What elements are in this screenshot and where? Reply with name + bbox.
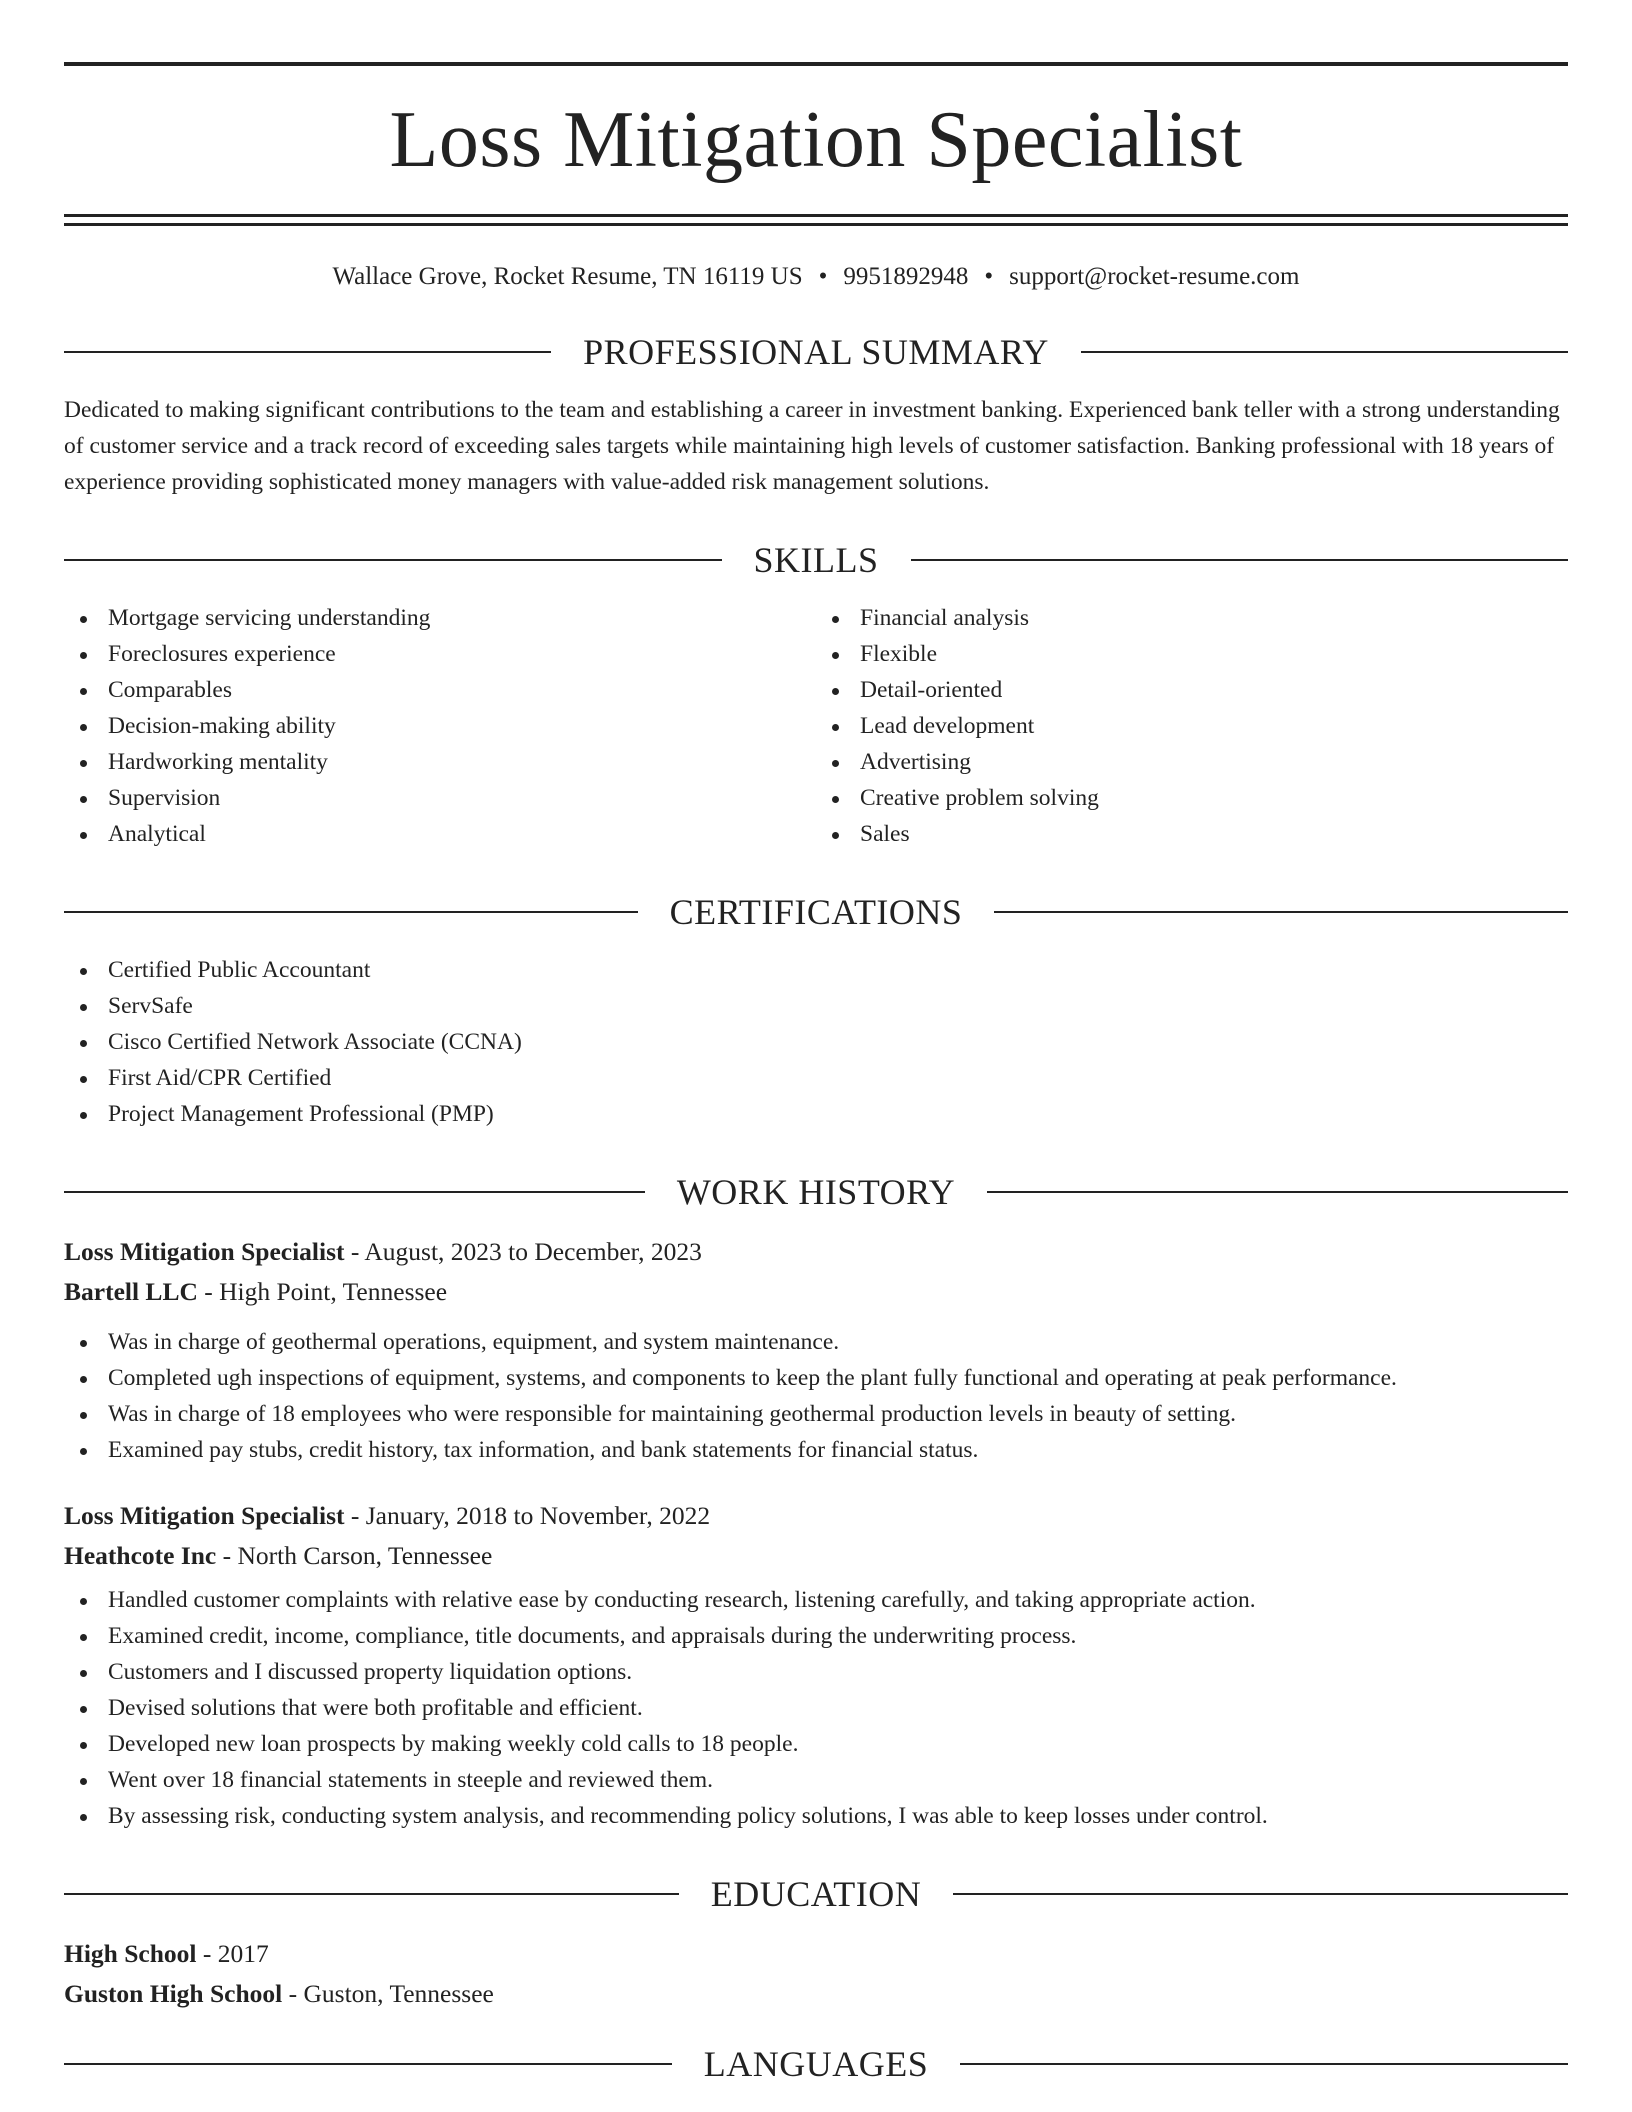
- skills-list-left: [64, 600, 816, 852]
- section-header-education: [64, 1872, 1568, 1916]
- section-title: PROFESSIONAL SUMMARY: [583, 332, 1049, 372]
- section-rule-left: [64, 559, 722, 561]
- contact-line: [64, 262, 1568, 292]
- job-company: Bartell LLC: [64, 1277, 198, 1306]
- job-company-line: [64, 1536, 1568, 1576]
- section-header-work-history: [64, 1170, 1568, 1214]
- job-bullet: Examined credit, income, compliance, title documents, and appraisals during the underwriting process.: [64, 1618, 1568, 1654]
- top-rule: [64, 62, 1568, 66]
- job-dates: - January, 2018 to November, 2022: [344, 1501, 711, 1530]
- certifications-list: [64, 952, 1568, 1132]
- section-rule-right: [987, 1191, 1568, 1193]
- education-degree: High School: [64, 1939, 197, 1968]
- section-rule-right: [994, 911, 1568, 913]
- job-company-line: [64, 1272, 1568, 1312]
- section-rule-right: [960, 2063, 1568, 2065]
- skills-grid: [64, 600, 1568, 852]
- job-location: - High Point, Tennessee: [197, 1277, 448, 1306]
- skill-item: Decision-making ability: [64, 708, 816, 744]
- job-bullets: [64, 1582, 1568, 1834]
- job-bullet: Developed new loan prospects by making weekly cold calls to 18 people.: [64, 1726, 1568, 1762]
- section-title: SKILLS: [753, 540, 879, 580]
- job-entry: [64, 1232, 1568, 1468]
- job-title: Loss Mitigation Specialist: [64, 1501, 345, 1530]
- contact-email[interactable]: support@rocket-resume.com: [1009, 263, 1300, 290]
- skill-item: Advertising: [816, 744, 1568, 780]
- section-title: EDUCATION: [710, 1874, 922, 1914]
- skill-item: Flexible: [816, 636, 1568, 672]
- section-title: WORK HISTORY: [676, 1172, 956, 1212]
- job-title: Loss Mitigation Specialist: [64, 1237, 345, 1266]
- job-bullet: Completed ugh inspections of equipment, systems, and components to keep the plant fully functional and operating at peak performance.: [64, 1360, 1568, 1396]
- section-header-skills: [64, 538, 1568, 582]
- contact-separator: •: [818, 263, 828, 290]
- section-rule-right: [953, 1893, 1568, 1895]
- education-degree-line: [64, 1934, 1568, 1974]
- job-dates: - August, 2023 to December, 2023: [344, 1237, 702, 1266]
- certification-item: Project Management Professional (PMP): [64, 1096, 1568, 1132]
- skill-item: Supervision: [64, 780, 816, 816]
- job-title-line: [64, 1496, 1568, 1536]
- skill-item: Analytical: [64, 816, 816, 852]
- skill-item: Sales: [816, 816, 1568, 852]
- summary-text: Dedicated to making significant contributions to the team and establishing a career in investment banking. Experienced bank teller with a strong understanding of customer service and a track record of exceeding sales targets while maintaining high levels of customer satisfaction. Banking professional with 18 years of experience providing sophisticated money managers with value-added risk management solutions.: [64, 397, 1560, 495]
- skill-item: Foreclosures experience: [64, 636, 816, 672]
- education-location: - Guston, Tennessee: [282, 1979, 494, 2008]
- skill-item: Lead development: [816, 708, 1568, 744]
- contact-phone: 9951892948: [843, 263, 969, 290]
- job-bullet: Devised solutions that were both profitable and efficient.: [64, 1690, 1568, 1726]
- section-rule-right: [911, 559, 1569, 561]
- section-rule-left: [64, 2063, 672, 2065]
- skill-item: Creative problem solving: [816, 780, 1568, 816]
- job-bullet: Examined pay stubs, credit history, tax information, and bank statements for financial status.: [64, 1432, 1568, 1468]
- section-rule-right: [1081, 351, 1568, 353]
- education-school-line: [64, 1974, 1568, 2014]
- job-bullet: Customers and I discussed property liquidation options.: [64, 1654, 1568, 1690]
- skills-list-right: [816, 600, 1568, 852]
- skill-item: Hardworking mentality: [64, 744, 816, 780]
- certification-item: Certified Public Accountant: [64, 952, 1568, 988]
- job-title-line: [64, 1232, 1568, 1272]
- section-header-certifications: [64, 890, 1568, 934]
- title-double-rule: [64, 214, 1568, 226]
- education-school: Guston High School: [64, 1979, 283, 2008]
- certification-item: First Aid/CPR Certified: [64, 1060, 1568, 1096]
- job-bullet: Handled customer complaints with relative ease by conducting research, listening carefully, and taking appropriate action.: [64, 1582, 1568, 1618]
- contact-address: Wallace Grove, Rocket Resume, TN 16119 US: [332, 263, 803, 290]
- job-entry: [64, 1496, 1568, 1834]
- section-title: CERTIFICATIONS: [669, 892, 963, 932]
- skill-item: Detail-oriented: [816, 672, 1568, 708]
- education-year: - 2017: [196, 1939, 269, 1968]
- job-bullet: By assessing risk, conducting system analysis, and recommending policy solutions, I was able to keep losses under control.: [64, 1798, 1568, 1834]
- job-bullet: Was in charge of geothermal operations, equipment, and system maintenance.: [64, 1324, 1568, 1360]
- section-header-summary: [64, 330, 1568, 374]
- resume-page: [64, 0, 1568, 2086]
- job-location: - North Carson, Tennessee: [216, 1541, 493, 1570]
- contact-separator: •: [984, 263, 994, 290]
- section-header-languages: [64, 2042, 1568, 2086]
- certification-item: Cisco Certified Network Associate (CCNA): [64, 1024, 1568, 1060]
- section-rule-left: [64, 1893, 679, 1895]
- skill-item: Comparables: [64, 672, 816, 708]
- section-rule-left: [64, 351, 551, 353]
- job-bullet: Was in charge of 18 employees who were responsible for maintaining geothermal production levels in beauty of setting.: [64, 1396, 1568, 1432]
- job-company: Heathcote Inc: [64, 1541, 217, 1570]
- job-bullets: [64, 1324, 1568, 1468]
- job-bullet: Went over 18 financial statements in steeple and reviewed them.: [64, 1762, 1568, 1798]
- resume-title: Loss Mitigation Specialist: [389, 96, 1243, 184]
- certification-item: ServSafe: [64, 988, 1568, 1024]
- skill-item: Financial analysis: [816, 600, 1568, 636]
- section-rule-left: [64, 1191, 645, 1193]
- skill-item: Mortgage servicing understanding: [64, 600, 816, 636]
- section-rule-left: [64, 911, 638, 913]
- section-title: LANGUAGES: [703, 2044, 929, 2084]
